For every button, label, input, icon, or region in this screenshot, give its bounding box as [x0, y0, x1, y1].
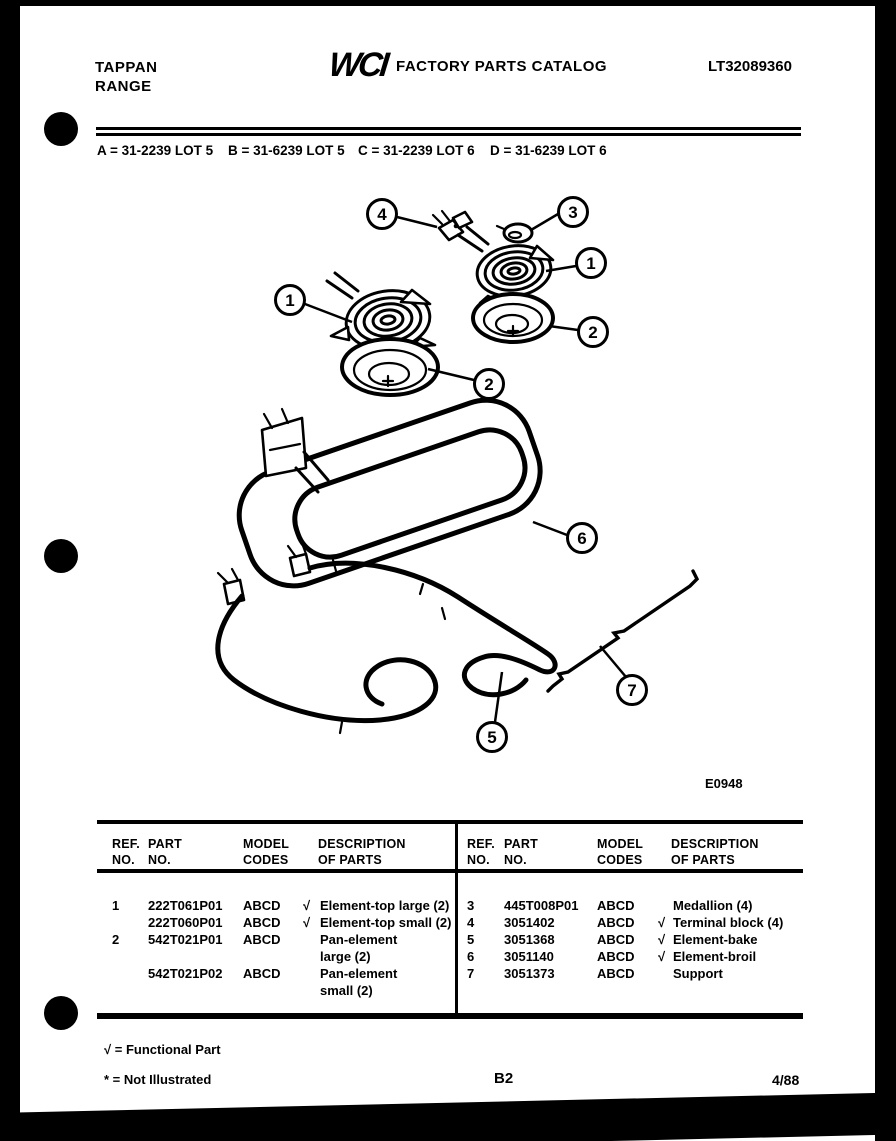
- callout-7: [618, 676, 647, 705]
- description-cell: large (2): [320, 949, 371, 964]
- description-cell: Pan-element: [320, 932, 398, 947]
- ref-cell: [112, 948, 148, 965]
- table-border-bottom: [97, 1013, 803, 1019]
- svg-text:5: 5: [487, 728, 497, 747]
- ref-cell: 4: [467, 915, 475, 930]
- callout-1-left: [276, 286, 305, 315]
- table-border-top: [97, 820, 803, 824]
- callout-3: [559, 198, 588, 227]
- description-cell: small (2): [320, 983, 373, 998]
- check-mark: [303, 931, 320, 948]
- check-mark: [303, 948, 320, 965]
- header-rule-bottom: [96, 133, 801, 136]
- drip-pan-right: [473, 294, 553, 342]
- check-mark: √: [658, 915, 666, 930]
- check-mark: √: [658, 949, 666, 964]
- leader-6: [533, 522, 567, 535]
- description-cell: Element-broil: [673, 949, 757, 964]
- check-mark: √: [303, 915, 311, 930]
- callout-6: [568, 524, 597, 553]
- brand-line-2: RANGE: [95, 78, 152, 95]
- col-header-model: MODEL CODES: [243, 837, 290, 867]
- svg-text:1: 1: [586, 254, 596, 273]
- col-header-desc: DESCRIPTION OF PARTS: [318, 837, 406, 867]
- model-codes-cell: ABCD: [243, 966, 281, 981]
- svg-text:4: 4: [377, 205, 387, 224]
- model-code-b: B = 31-6239 LOT 5: [228, 143, 345, 158]
- part-number-cell: 542T021P01: [148, 932, 223, 947]
- model-codes-cell: [243, 948, 303, 965]
- leader-2-right: [549, 326, 578, 330]
- wci-logo: WCI: [327, 46, 389, 84]
- terminal-block: [433, 211, 472, 240]
- part-number-cell: 222T061P01: [148, 898, 223, 913]
- model-codes-cell: ABCD: [597, 898, 635, 913]
- check-mark: [303, 965, 320, 982]
- check-mark: √: [303, 898, 311, 913]
- coil-left-tab: [331, 327, 349, 340]
- figure-code: E0948: [705, 776, 743, 791]
- medallion: [497, 224, 532, 242]
- check-mark: √: [658, 932, 666, 947]
- model-codes-cell: [243, 982, 303, 999]
- description-cell: Element-top large (2): [320, 898, 450, 913]
- binder-hole: [44, 539, 78, 573]
- description-cell: Support: [673, 966, 723, 981]
- legend-not-illustrated: * = Not Illustrated: [104, 1072, 212, 1087]
- parts-table-left: [112, 897, 457, 999]
- ref-cell: 6: [467, 949, 475, 964]
- col-header-model: MODEL CODES: [597, 837, 644, 867]
- broil-element: [227, 388, 553, 619]
- check-mark: [658, 965, 673, 982]
- scan-edge-bottom: [0, 1092, 896, 1141]
- part-number-cell: 445T008P01: [504, 898, 579, 913]
- callout-1-right: [577, 249, 606, 278]
- catalog-title: FACTORY PARTS CATALOG: [396, 58, 608, 75]
- table-header-rule: [97, 869, 803, 873]
- part-number-cell: 3051373: [504, 966, 555, 981]
- callout-5: [478, 723, 507, 752]
- ref-cell: 7: [467, 966, 475, 981]
- col-header-part: PART NO.: [504, 837, 538, 867]
- model-codes-cell: ABCD: [597, 915, 635, 930]
- brand-block: [95, 58, 157, 96]
- ref-cell: [112, 982, 148, 999]
- doc-number: LT32089360: [708, 58, 792, 75]
- page-code: B2: [494, 1070, 514, 1087]
- parts-table-right: [467, 897, 797, 982]
- binder-hole: [44, 112, 78, 146]
- col-header-ref: REF. NO.: [112, 837, 140, 867]
- svg-text:3: 3: [568, 203, 578, 222]
- scan-edge-top: [0, 0, 896, 6]
- part-number-cell: 3051402: [504, 915, 555, 930]
- leader-4: [397, 217, 437, 227]
- svg-text:6: 6: [577, 529, 587, 548]
- ref-cell: 5: [467, 932, 475, 947]
- description-cell: Element-top small (2): [320, 915, 452, 930]
- brand-line-1: TAPPAN: [95, 59, 158, 76]
- callout-2-left: [475, 370, 504, 399]
- model-codes-cell: ABCD: [597, 966, 635, 981]
- description-cell: Medallion (4): [673, 898, 753, 913]
- model-codes-cell: ABCD: [243, 898, 281, 913]
- col-header-desc: DESCRIPTION OF PARTS: [671, 837, 759, 867]
- ref-cell: 2: [112, 932, 120, 947]
- legend-functional-part: √ = Functional Part: [104, 1042, 221, 1057]
- date-code: 4/88: [772, 1072, 800, 1088]
- svg-text:7: 7: [627, 681, 637, 700]
- description-cell: Pan-element: [320, 966, 398, 981]
- exploded-parts-diagram: [90, 180, 800, 800]
- leader-7: [600, 646, 626, 677]
- svg-text:2: 2: [588, 323, 598, 342]
- scan-edge-right: [875, 0, 896, 1141]
- svg-text:1: 1: [285, 291, 295, 310]
- scan-edge-left: [0, 0, 20, 1141]
- ref-cell: [112, 965, 148, 982]
- part-number-cell: [148, 948, 243, 965]
- check-mark: [303, 982, 320, 999]
- model-codes-cell: ABCD: [597, 949, 635, 964]
- model-code-d: D = 31-6239 LOT 6: [490, 143, 607, 158]
- leader-3: [531, 214, 558, 230]
- callout-4: [368, 200, 397, 229]
- part-number-cell: [148, 982, 243, 999]
- binder-hole: [44, 996, 78, 1030]
- model-codes-cell: ABCD: [243, 932, 281, 947]
- svg-text:2: 2: [484, 375, 494, 394]
- model-code-c: C = 31-2239 LOT 6: [358, 143, 475, 158]
- header-rule-top: [96, 127, 801, 130]
- leader-1-left: [305, 304, 352, 322]
- col-header-part: PART NO.: [148, 837, 182, 867]
- model-codes-cell: ABCD: [597, 932, 635, 947]
- col-header-ref: REF. NO.: [467, 837, 495, 867]
- ref-cell: [112, 914, 148, 931]
- ref-cell: 1: [112, 898, 120, 913]
- ref-cell: 3: [467, 898, 475, 913]
- model-code-a: A = 31-2239 LOT 5: [97, 143, 214, 158]
- bake-element: [218, 543, 555, 733]
- callout-2-right: [579, 318, 608, 347]
- drip-pan-left: [342, 339, 438, 395]
- part-number-cell: 542T021P02: [148, 966, 223, 981]
- model-codes-cell: ABCD: [243, 915, 281, 930]
- part-number-cell: 222T060P01: [148, 915, 223, 930]
- part-number-cell: 3051368: [504, 932, 555, 947]
- check-mark: [658, 897, 673, 914]
- part-number-cell: 3051140: [504, 949, 554, 964]
- description-cell: Element-bake: [673, 932, 758, 947]
- description-cell: Terminal block (4): [673, 915, 784, 930]
